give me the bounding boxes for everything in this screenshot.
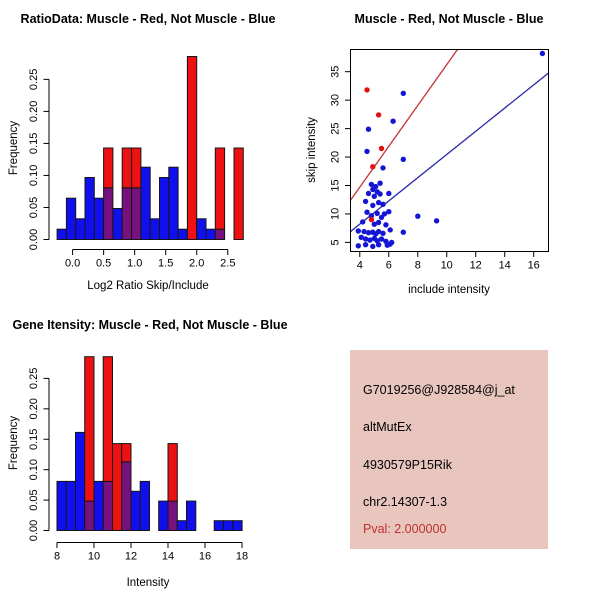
svg-text:0.20: 0.20 <box>28 100 40 123</box>
svg-text:16: 16 <box>527 259 540 272</box>
scatter-ylabel: skip intensity <box>306 117 318 183</box>
svg-text:0.20: 0.20 <box>28 398 40 420</box>
svg-text:0.15: 0.15 <box>28 132 40 155</box>
svg-text:30: 30 <box>329 93 342 107</box>
svg-text:2.0: 2.0 <box>189 257 205 270</box>
svg-text:20: 20 <box>329 150 342 164</box>
svg-text:10: 10 <box>329 207 342 221</box>
svg-text:0.5: 0.5 <box>95 257 112 270</box>
svg-text:12: 12 <box>469 259 482 272</box>
svg-text:0.05: 0.05 <box>28 196 40 219</box>
svg-text:0.15: 0.15 <box>28 428 40 451</box>
scatter-title: Muscle - Red, Not Muscle - Blue <box>354 12 544 26</box>
info-panel <box>350 350 548 549</box>
svg-text:5: 5 <box>329 239 342 246</box>
gene-hist-xlabel: Intensity <box>126 577 170 589</box>
gene-hist-title: Gene Itensity: Muscle - Red, Not Muscle - Blue <box>12 318 288 332</box>
svg-text:15: 15 <box>329 179 342 192</box>
svg-text:0.05: 0.05 <box>28 489 40 511</box>
ratio-hist-ylabel: Frequency <box>8 120 20 176</box>
ratio-hist-xlabel: Log2 Ratio Skip/Include <box>87 280 209 292</box>
svg-text:35: 35 <box>329 65 342 78</box>
probe-id-text: G7019256@J928584@j_at <box>363 383 515 397</box>
svg-text:10: 10 <box>440 259 453 272</box>
ratio-hist <box>28 57 243 270</box>
svg-text:0.10: 0.10 <box>28 164 40 187</box>
svg-text:14: 14 <box>498 259 511 272</box>
svg-text:1.5: 1.5 <box>158 257 174 270</box>
svg-text:0.25: 0.25 <box>28 367 40 390</box>
chromosome-location-text: chr2.14307-1.3 <box>363 495 448 509</box>
ratio-hist-title: RatioData: Muscle - Red, Not Muscle - Blue <box>20 12 276 26</box>
gene-name-text: 4930579P15Rik <box>363 458 452 472</box>
event-type-text: altMutEx <box>363 420 412 434</box>
svg-text:4: 4 <box>356 259 363 272</box>
svg-text:0.00: 0.00 <box>28 228 40 251</box>
svg-text:8: 8 <box>414 259 421 272</box>
scatter-plot <box>330 0 549 272</box>
svg-text:1.0: 1.0 <box>127 257 143 270</box>
pval-text: Pval: 2.000000 <box>363 522 447 536</box>
svg-text:16: 16 <box>198 550 212 563</box>
ratio-hist-bars <box>57 57 243 240</box>
svg-text:2.5: 2.5 <box>220 257 236 270</box>
svg-text:0.25: 0.25 <box>28 68 40 91</box>
svg-text:8: 8 <box>53 550 61 563</box>
svg-text:0.0: 0.0 <box>64 257 81 270</box>
scatter-plot-data <box>351 0 549 249</box>
svg-text:6: 6 <box>385 259 392 272</box>
scatter-xlabel: include intensity <box>408 284 490 296</box>
gene-hist-bars <box>57 357 242 531</box>
svg-text:0.10: 0.10 <box>28 458 40 481</box>
svg-text:18: 18 <box>235 550 249 563</box>
svg-text:14: 14 <box>161 550 175 563</box>
gene-hist-ylabel: Frequency <box>8 415 20 471</box>
svg-text:25: 25 <box>329 122 342 135</box>
svg-text:12: 12 <box>124 550 138 563</box>
svg-text:0.00: 0.00 <box>28 519 40 542</box>
svg-text:10: 10 <box>87 550 101 563</box>
gene-hist <box>28 357 248 563</box>
